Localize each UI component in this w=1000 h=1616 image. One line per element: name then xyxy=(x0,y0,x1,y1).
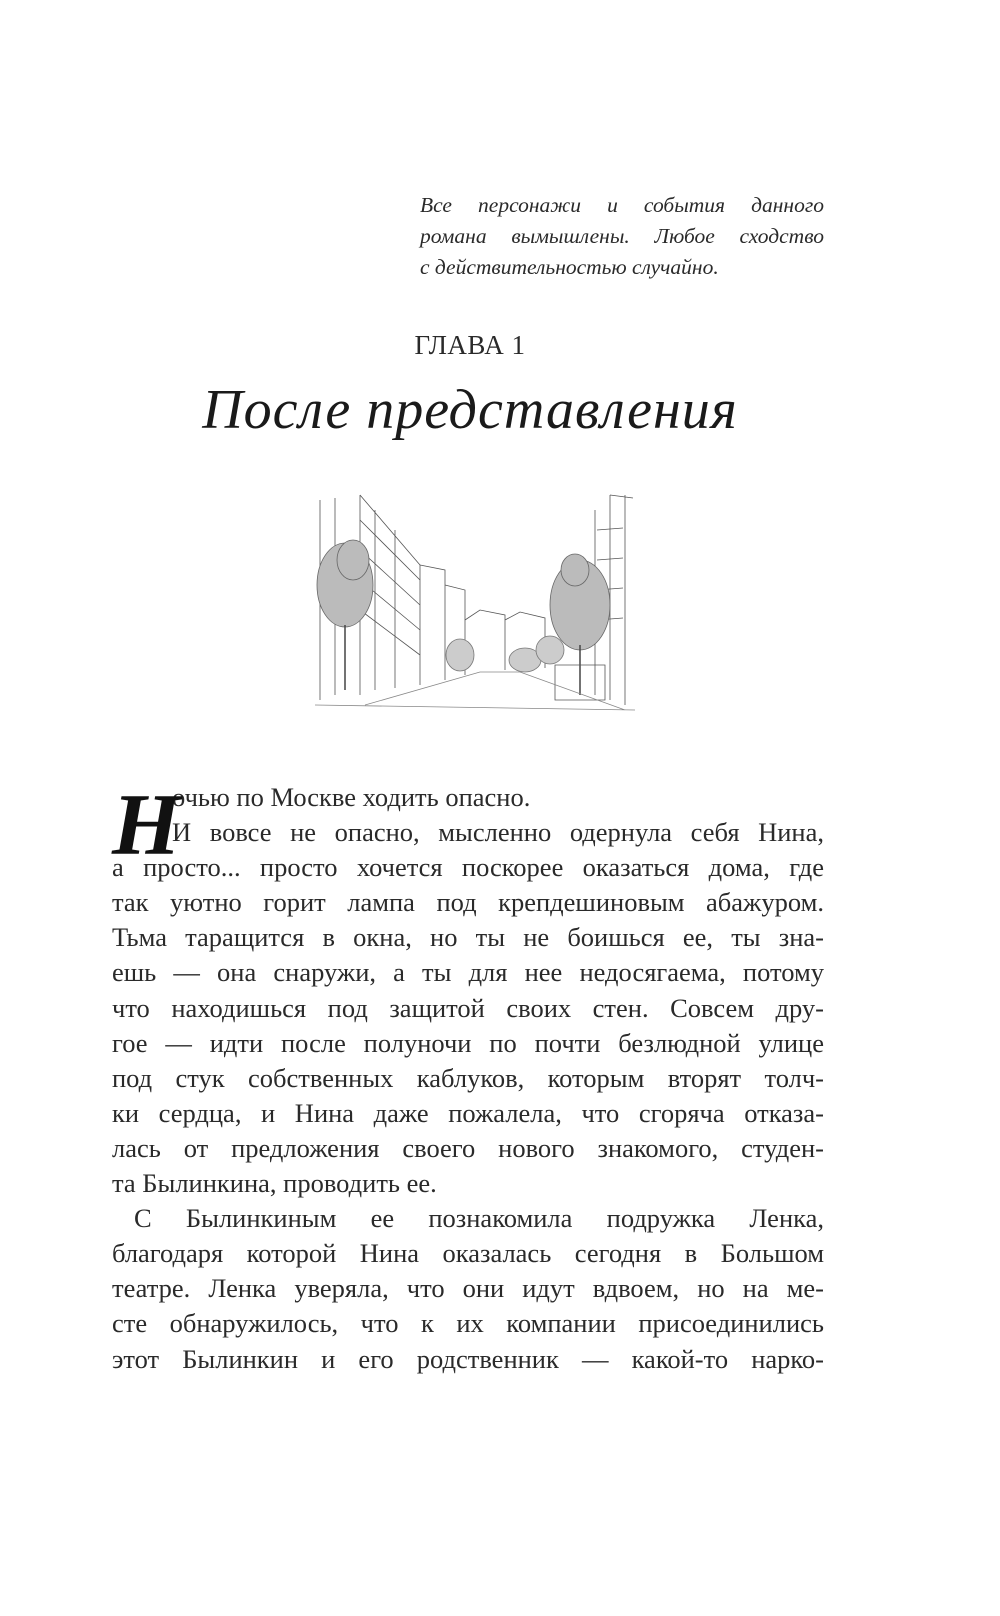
text-line: под стук собственных каблуков, которым вторят толч- xyxy=(112,1062,824,1093)
epigraph-line: с действительностью случайно. xyxy=(420,255,719,279)
text-line: Тьма таращится в окна, но ты не боишься ее, ты зна- xyxy=(112,922,824,953)
text-line: ки сердца, и Нина даже пожалела, что сгоряча отказа- xyxy=(112,1097,824,1128)
drop-cap: Н xyxy=(112,777,181,874)
text-line: очью по Москве ходить опасно. xyxy=(172,782,531,812)
body-text xyxy=(112,777,824,1377)
text-line: та Былинкина, проводить ее. xyxy=(112,1168,437,1199)
epigraph-line: Все персонажи и события данного xyxy=(420,193,824,217)
epigraph-line: романа вымышлены. Любое сходство xyxy=(420,224,824,248)
text-line: что находишься под защитой своих стен. Совсем дру- xyxy=(112,992,824,1023)
chapter-label: ГЛАВА 1 xyxy=(414,330,526,360)
text-line: ешь — она снаружи, а ты для нее недосягаема, потому xyxy=(112,957,824,988)
epigraph xyxy=(420,190,824,283)
text-line: гое — идти после полуночи по почти безлюдной улице xyxy=(112,1027,824,1058)
text-line: сте обнаружилось, что к их компании присоединились xyxy=(112,1308,824,1339)
text-line: благодаря которой Нина оказалась сегодня в Большом xyxy=(112,1238,824,1269)
text-line: театре. Ленка уверяла, что они идут вдвоем, но на ме- xyxy=(112,1273,824,1304)
text-line: С Былинкиным ее познакомила подружка Ленка, xyxy=(134,1203,824,1234)
chapter-title: После представления xyxy=(202,379,738,441)
text-line: И вовсе не опасно, мысленно одернула себя Нина, xyxy=(172,817,824,848)
text-line: этот Былинкин и его родственник — какой-то нарко- xyxy=(112,1343,824,1374)
text-line: а просто... просто хочется поскорее оказаться дома, где xyxy=(112,852,824,883)
text-line: так уютно горит лампа под крепдешиновым абажуром. xyxy=(112,887,824,918)
text-line: лась от предложения своего нового знакомого, студен- xyxy=(112,1132,824,1163)
street-sketch-illustration xyxy=(305,490,635,715)
